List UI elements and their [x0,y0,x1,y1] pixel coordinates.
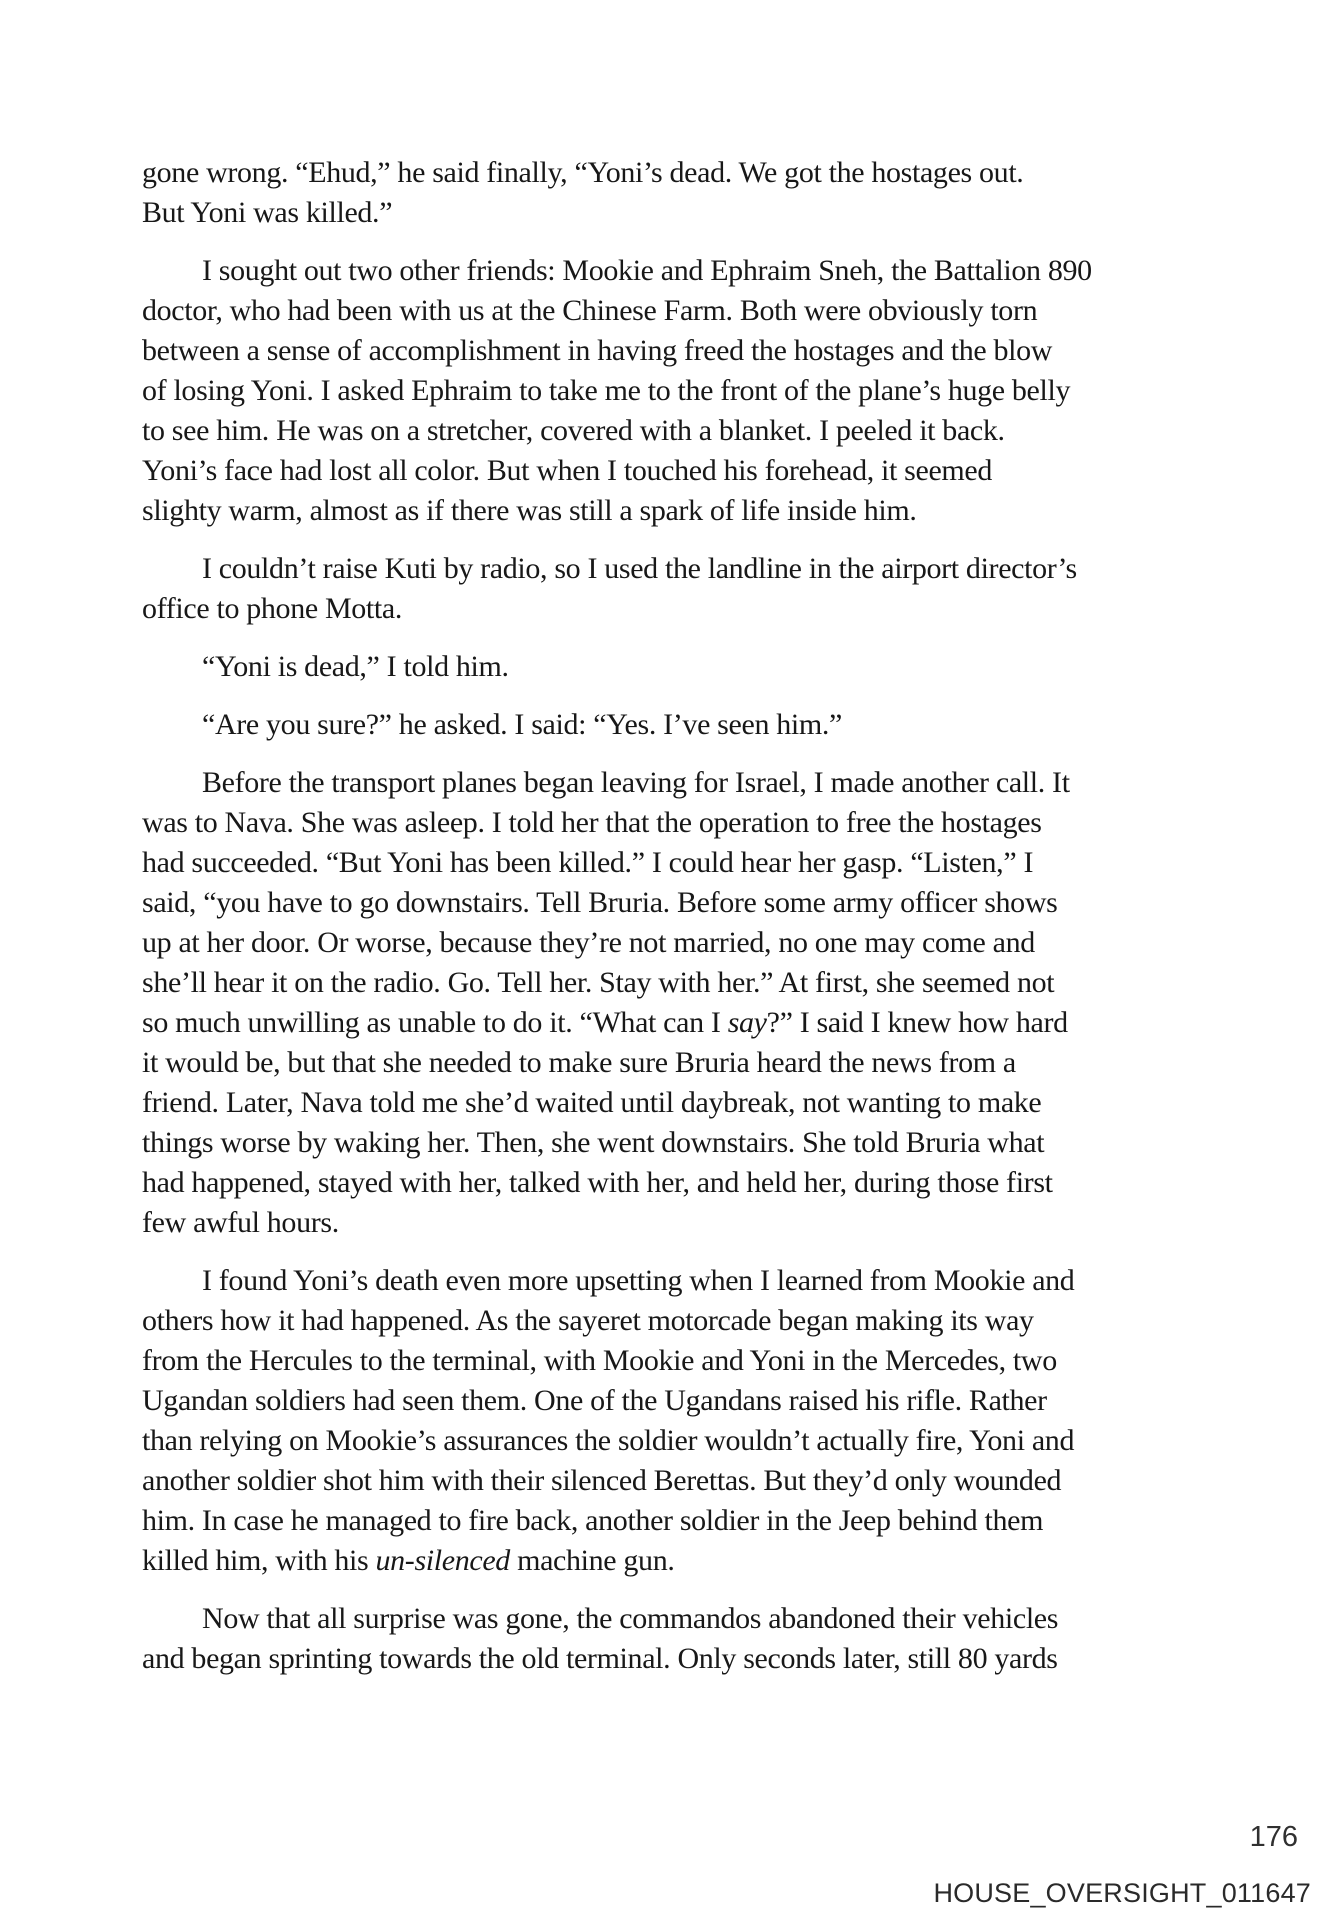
text-line: “Are you sure?” he asked. I said: “Yes. I’ve seen him.” [202,708,842,741]
text-line: between a sense of accomplishment in having freed the hostages and the blow [142,334,1053,367]
text-line: had happened, stayed with her, talked with her, and held her, during those first [142,1166,1053,1199]
text-line: of losing Yoni. I asked Ephraim to take me to the front of the plane’s huge belly [142,374,1071,407]
text-line: killed him, with his un-silenced machine gun. [142,1544,675,1577]
paragraph [142,763,1187,1243]
text-line: doctor, who had been with us at the Chinese Farm. Both were obviously torn [142,294,1038,327]
text-line: it would be, but that she needed to make sure Bruria heard the news from a [142,1046,1016,1079]
text-line: I found Yoni’s death even more upsetting when I learned from Mookie and [202,1264,1075,1297]
text-line: than relying on Mookie’s assurances the soldier wouldn’t actually fire, Yoni and [142,1424,1075,1457]
text-line: things worse by waking her. Then, she went downstairs. She told Bruria what [142,1126,1045,1159]
text-line: so much unwilling as unable to do it. “What can I say?” I said I knew how hard [142,1006,1068,1039]
paragraph [142,153,1187,233]
text-line: and began sprinting towards the old terminal. Only seconds later, still 80 yards [142,1642,1058,1675]
paragraph [142,549,1187,629]
text-line: slighty warm, almost as if there was still a spark of life inside him. [142,494,917,527]
body-text [142,153,1187,1679]
text-line: Yoni’s face had lost all color. But when I touched his forehead, it seemed [142,454,993,487]
text-line: another soldier shot him with their silenced Berettas. But they’d only wounded [142,1464,1062,1497]
page-number: 176 [1249,1821,1298,1853]
text-line: Before the transport planes began leaving for Israel, I made another call. It [202,766,1070,799]
text-line: others how it had happened. As the sayeret motorcade began making its way [142,1304,1034,1337]
text-line: him. In case he managed to fire back, another soldier in the Jeep behind them [142,1504,1044,1537]
text-line: was to Nava. She was asleep. I told her that the operation to free the hostages [142,806,1042,839]
text-line: to see him. He was on a stretcher, covered with a blanket. I peeled it back. [142,414,1005,447]
text-line: “Yoni is dead,” I told him. [202,650,509,683]
paragraph [142,251,1187,531]
text-line: few awful hours. [142,1206,339,1239]
text-line: up at her door. Or worse, because they’re not married, no one may come and [142,926,1035,959]
text-line: she’ll hear it on the radio. Go. Tell her. Stay with her.” At first, she seemed not [142,966,1055,999]
text-line: Now that all surprise was gone, the commandos abandoned their vehicles [202,1602,1059,1635]
paragraph [142,1599,1187,1679]
text-line: from the Hercules to the terminal, with Mookie and Yoni in the Mercedes, two [142,1344,1057,1377]
text-line: gone wrong. “Ehud,” he said finally, “Yoni’s dead. We got the hostages out. [142,156,1024,189]
paragraph [142,647,1187,687]
text-line: Ugandan soldiers had seen them. One of the Ugandans raised his rifle. Rather [142,1384,1047,1417]
text-line: said, “you have to go downstairs. Tell Bruria. Before some army officer shows [142,886,1058,919]
text-line: I couldn’t raise Kuti by radio, so I used the landline in the airport director’s [202,552,1077,585]
text-line: office to phone Motta. [142,592,403,625]
text-line: friend. Later, Nava told me she’d waited until daybreak, not wanting to make [142,1086,1042,1119]
paragraph [142,1261,1187,1581]
text-line: I sought out two other friends: Mookie and Ephraim Sneh, the Battalion 890 [202,254,1092,287]
paragraph [142,705,1187,745]
bates-stamp: HOUSE_OVERSIGHT_011647 [933,1878,1311,1908]
text-line: had succeeded. “But Yoni has been killed.” I could hear her gasp. “Listen,” I [142,846,1034,879]
text-line: But Yoni was killed.” [142,196,393,229]
